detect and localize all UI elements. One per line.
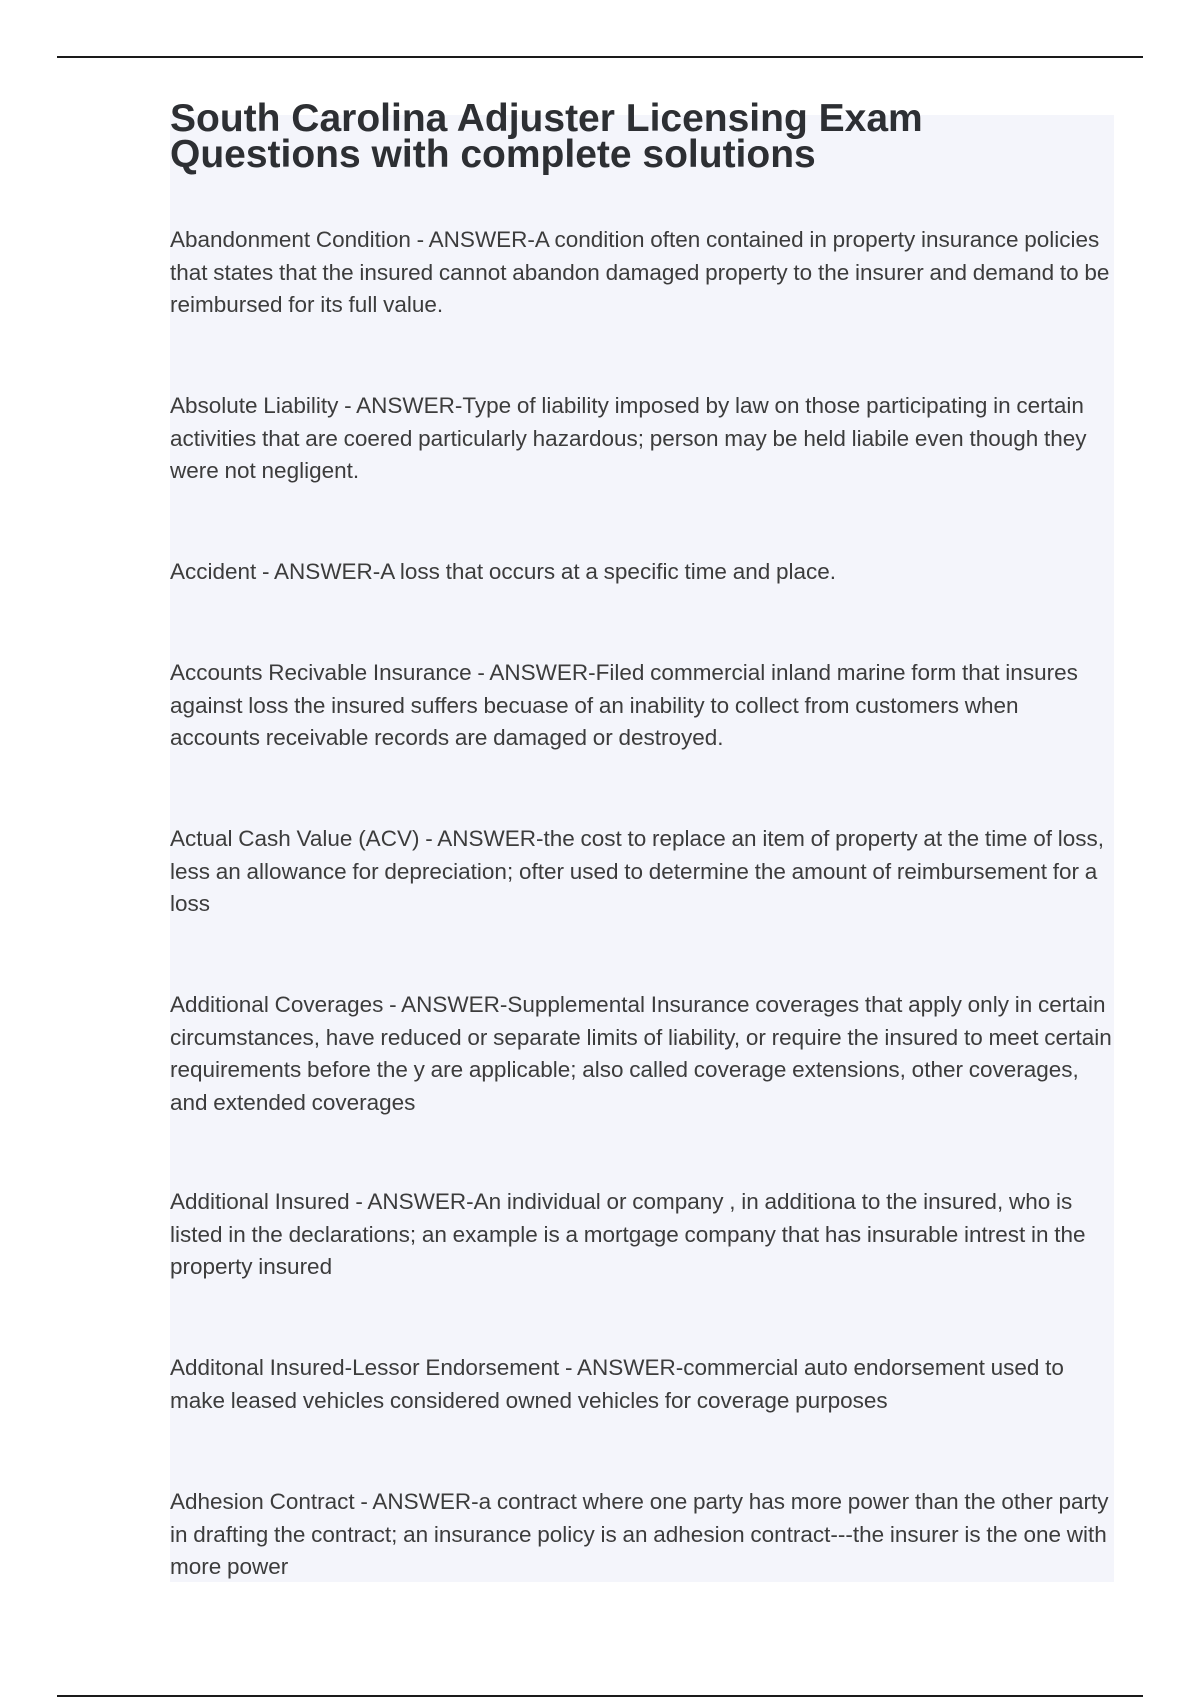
bottom-divider	[57, 1695, 1143, 1697]
definition-entry-9: Adhesion Contract - ANSWER-a contract where one party has more power than the other party in drafting the contract; an insurance policy is an adhesion contract---the insurer is the one with more power	[170, 1489, 1109, 1579]
definition-entry-1: Abandonment Condition - ANSWER-A condition often contained in property insurance policies that states that the insured cannot abandon damaged property to the insurer and demand to be reimbursed for its full value.	[170, 227, 1110, 317]
definition-entry-6: Additional Coverages - ANSWER-Supplemental Insurance coverages that apply only in certain circumstances, have reduced or separate limits of liability, or require the insured to meet certain requirements before the y are applicable; also called coverage extensions, other coverages, and extended coverages	[170, 992, 1112, 1115]
definition-entry-7: Additional Insured - ANSWER-An individual or company , in additiona to the insured, who is listed in the declarations; an example is a mortgage company that has insurable intrest in the property insured	[170, 1189, 1086, 1279]
definition-entry-8: Additonal Insured-Lessor Endorsement - ANSWER-commercial auto endorsement used to make leased vehicles considered owned vehicles for coverage purposes	[170, 1355, 1064, 1413]
definition-entry-3: Accident - ANSWER-A loss that occurs at a specific time and place.	[170, 559, 837, 584]
definition-list	[170, 224, 1114, 1583]
page-title: South Carolina Adjuster Licensing Exam Questions with complete solutions	[170, 97, 923, 176]
definition-entry-5: Actual Cash Value (ACV) - ANSWER-the cost to replace an item of property at the time of loss, less an allowance for depreciation; ofter used to determine the amount of reimbursement for a loss	[170, 826, 1104, 916]
top-divider	[57, 56, 1143, 58]
definition-entry-2: Absolute Liability - ANSWER-Type of liability imposed by law on those participating in certain activities that are coered particularly hazardous; person may be held liabile even though they were not negligent.	[170, 393, 1087, 483]
definition-entry-4: Accounts Recivable Insurance - ANSWER-Filed commercial inland marine form that insures against loss the insured suffers becuase of an inability to collect from customers when accounts receivable records are damaged or destroyed.	[170, 660, 1078, 750]
